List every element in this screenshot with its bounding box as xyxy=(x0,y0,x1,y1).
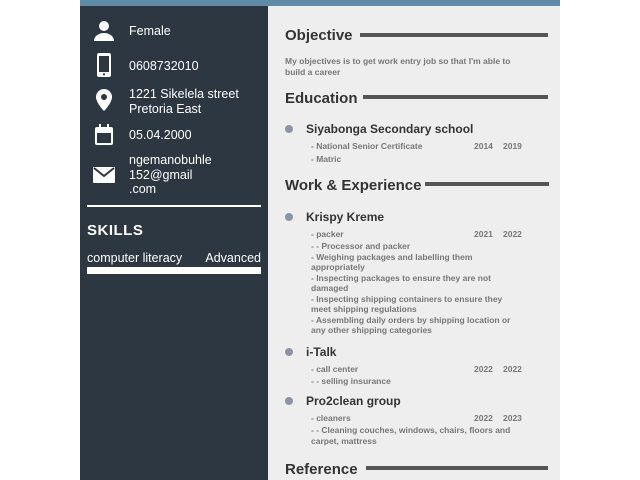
main-content xyxy=(268,6,560,480)
objective-heading: Objective xyxy=(285,27,353,44)
gender-text: Female xyxy=(129,24,171,38)
email-text: ngemanobuhle 152@gmail .com xyxy=(129,153,212,196)
location-pin-icon xyxy=(92,88,116,112)
sidebar-divider xyxy=(87,205,261,207)
education-end-year: 2019 xyxy=(503,141,522,151)
skill-level-bar-fill xyxy=(87,267,261,274)
education-detail: - National Senior Certificate xyxy=(311,141,423,151)
person-icon xyxy=(92,19,116,43)
experience-duties: - - selling insurance xyxy=(311,376,391,386)
experience-bullet xyxy=(285,348,293,356)
experience-heading: Work & Experience xyxy=(285,177,422,194)
experience-end-year: 2022 xyxy=(503,229,522,239)
experience-start-year: 2021 xyxy=(474,229,493,239)
sidebar xyxy=(80,6,268,480)
skill-name: computer literacy xyxy=(87,251,183,265)
experience-rule xyxy=(425,182,549,186)
phone-icon xyxy=(92,53,116,77)
reference-rule xyxy=(366,466,548,470)
resume-page xyxy=(80,0,560,480)
experience-role: - packer xyxy=(311,229,344,239)
experience-start-year: 2022 xyxy=(474,413,493,423)
education-bullet xyxy=(285,125,293,133)
experience-end-year: 2023 xyxy=(503,413,522,423)
experience-bullet xyxy=(285,397,293,405)
experience-start-year: 2022 xyxy=(474,364,493,374)
education-rule xyxy=(363,95,548,99)
objective-rule xyxy=(360,33,548,37)
experience-duties: - - Cleaning couches, windows, chairs, floors and carpet, mattress xyxy=(311,425,511,446)
experience-bullet xyxy=(285,213,293,221)
experience-company: Krispy Kreme xyxy=(306,210,385,224)
reference-heading: Reference xyxy=(285,461,358,478)
phone-text: 0608732010 xyxy=(129,59,199,73)
experience-company: i-Talk xyxy=(306,345,337,359)
birthdate-text: 05.04.2000 xyxy=(129,128,192,142)
experience-company: Pro2clean group xyxy=(306,394,401,408)
education-start-year: 2014 xyxy=(474,141,493,151)
education-school: Siyabonga Secondary school xyxy=(306,122,474,136)
mail-icon xyxy=(92,163,116,187)
skills-heading: SKILLS xyxy=(87,222,144,239)
experience-end-year: 2022 xyxy=(503,364,522,374)
experience-role: - cleaners xyxy=(311,413,351,423)
experience-role: - call center xyxy=(311,364,359,374)
education-detail: - Matric xyxy=(311,154,342,164)
address-text: 1221 Sikelela street Pretoria East xyxy=(129,87,239,116)
skill-level: Advanced xyxy=(205,251,261,265)
calendar-icon xyxy=(92,123,116,147)
experience-duties: - - Processor and packer - Weighing packages and labelling them appropriately - Inspecting packages to ensure they are not damaged - Inspecting shipping containers to ensure they meet shipping regulations - Assembling daily orders by shipping location or any other shipping categories xyxy=(311,241,511,335)
skill-level-bar xyxy=(87,267,261,274)
education-heading: Education xyxy=(285,90,358,107)
objective-text: My objectives is to get work entry job so that I'm able to build a career xyxy=(285,56,511,77)
